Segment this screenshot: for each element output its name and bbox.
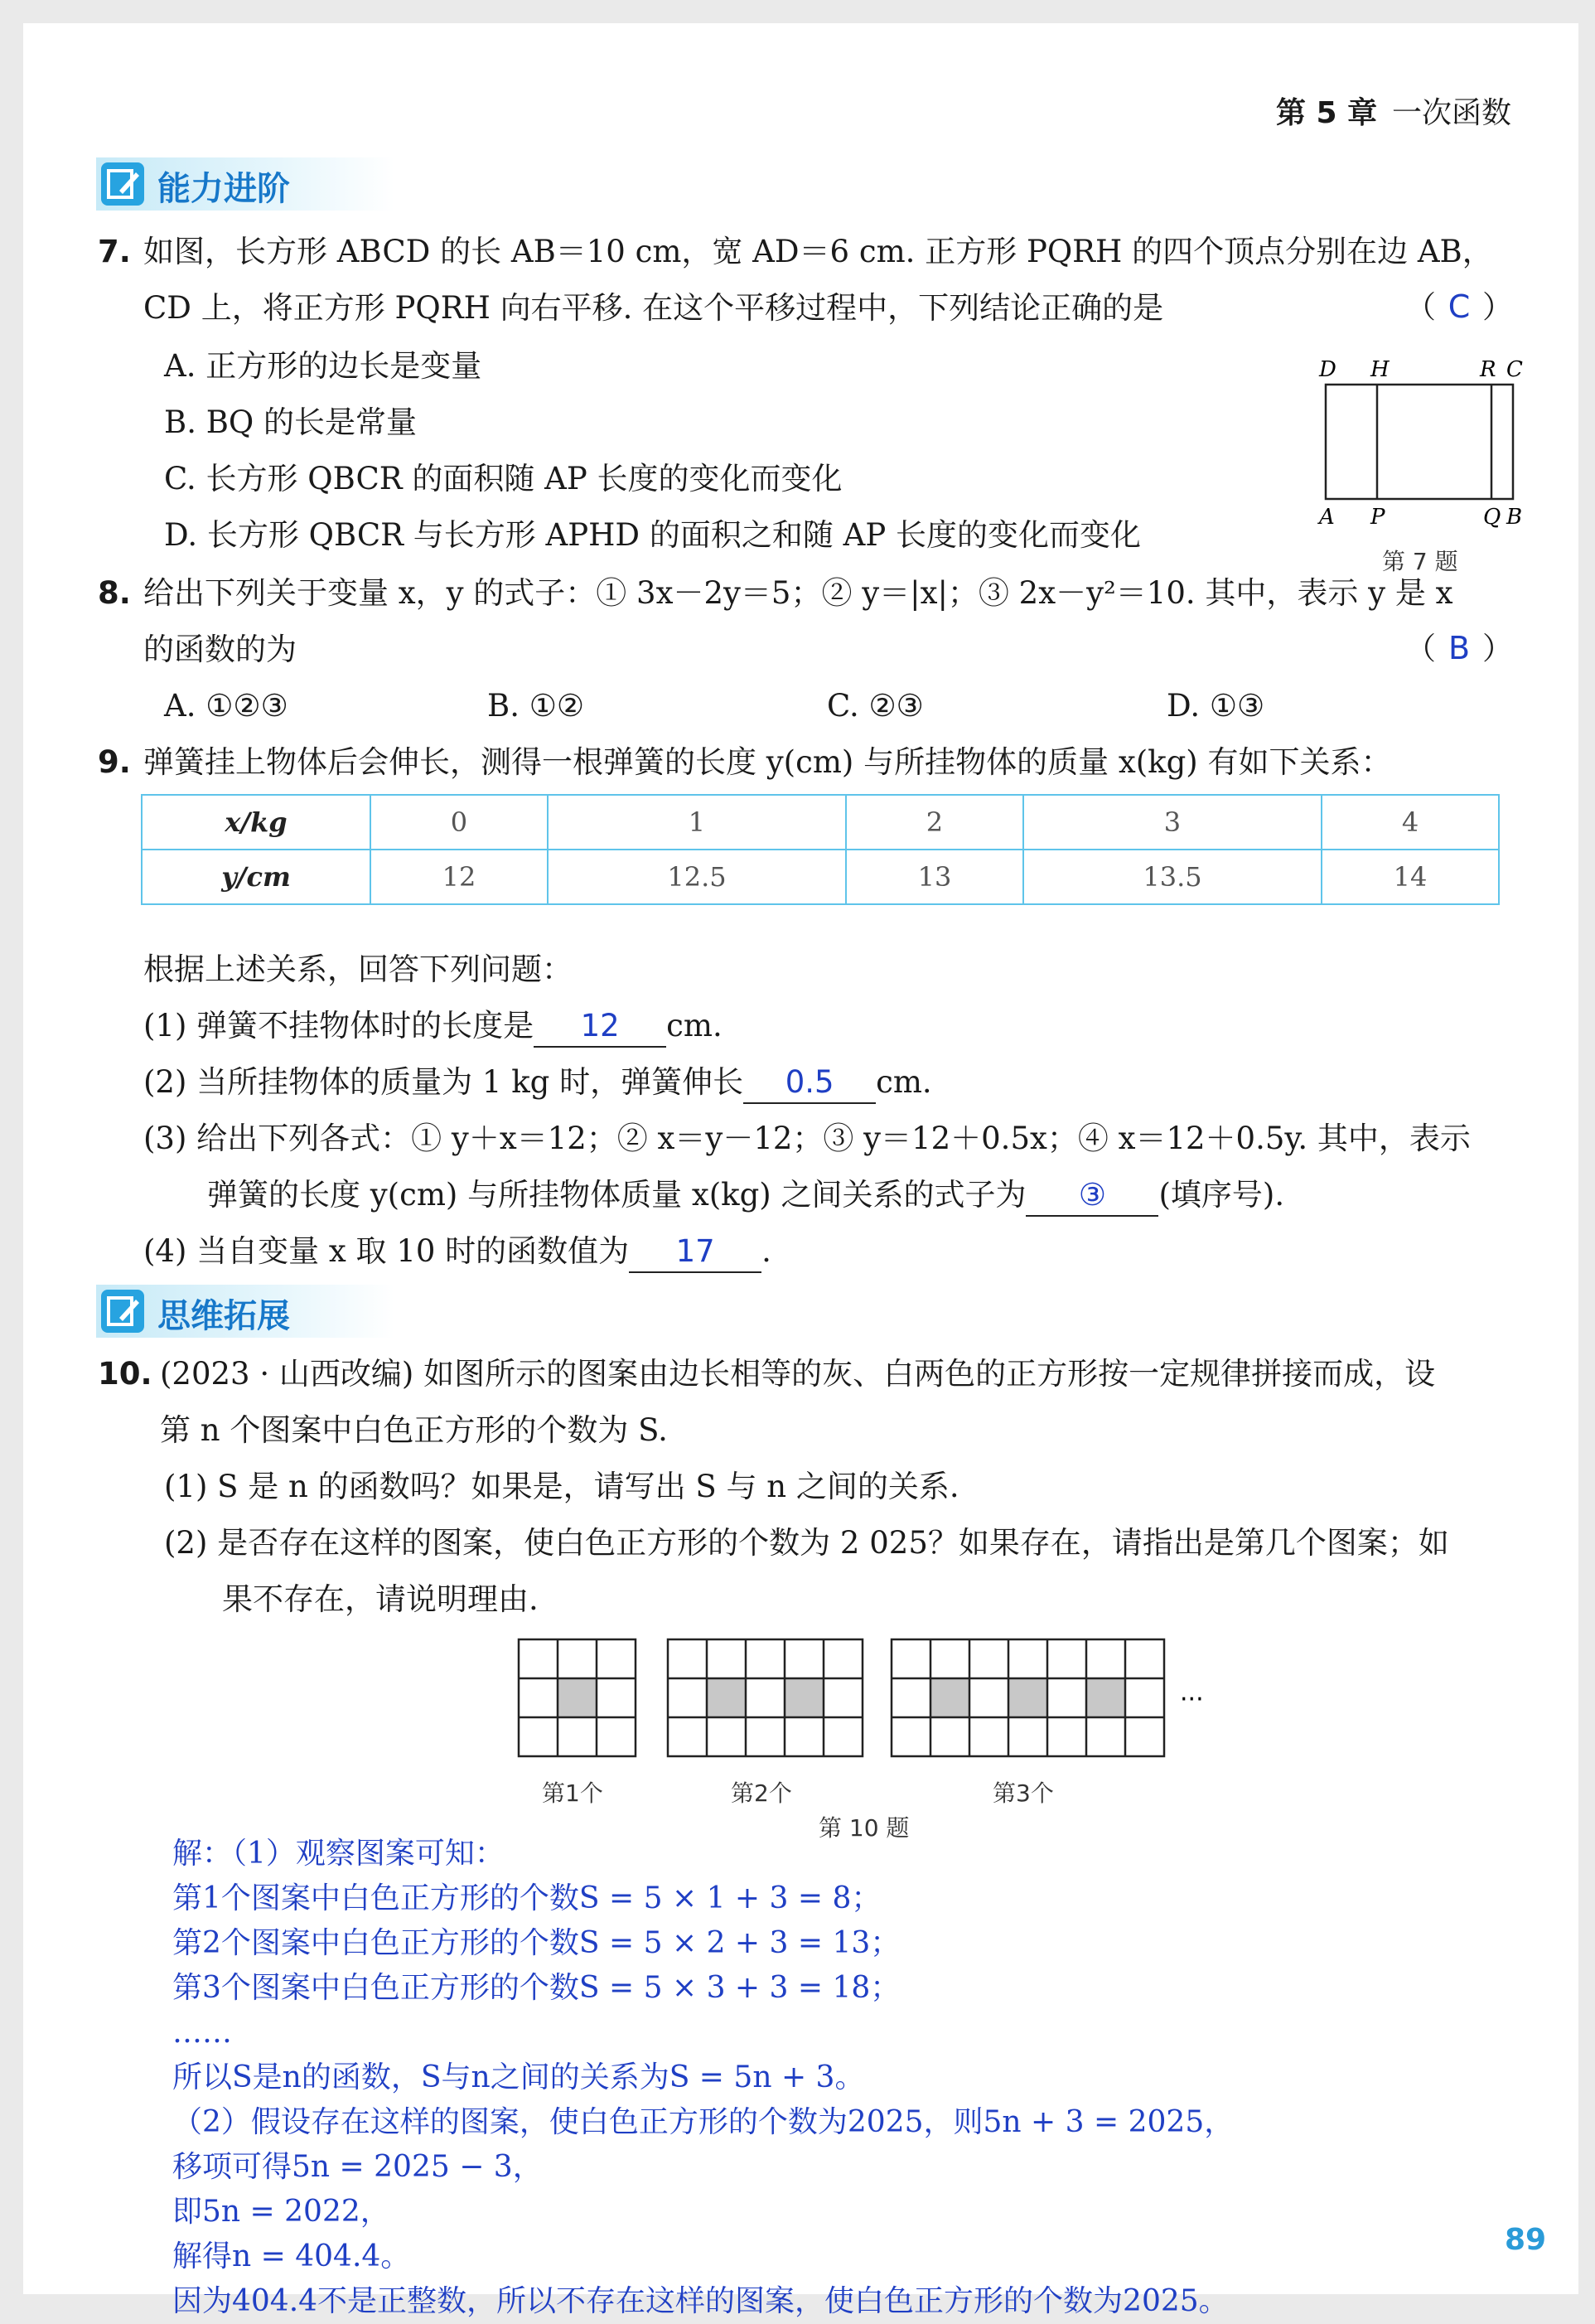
table-cell: 12 — [370, 850, 548, 904]
pencil-icon — [101, 1290, 144, 1333]
solution-line: 第3个图案中白色正方形的个数S = 5 × 3 + 3 = 18； — [172, 1971, 901, 2005]
q9-part1: (1) 弹簧不挂物体时的长度是 12 cm. — [143, 1006, 723, 1048]
q9-part2-answer: 0.5 — [785, 1064, 834, 1100]
label-c: C — [1506, 357, 1523, 382]
q7-line2: CD 上，将正方形 PQRH 向右平移. 在这个平移过程中，下列结论正确的是 — [143, 290, 1164, 326]
q10-number: 10. — [98, 1356, 152, 1392]
pencil-icon — [101, 162, 144, 206]
table-cell: 13 — [846, 850, 1023, 904]
q7-rectangle-diagram — [1299, 341, 1548, 540]
q7-figure — [1299, 341, 1548, 582]
q9-part4: (4) 当自变量 x 取 10 时的函数值为 17 . — [143, 1232, 771, 1273]
q9-part1-answer: 12 — [580, 1008, 620, 1043]
section-thinking — [96, 1285, 394, 1338]
solution-line: 因为404.4不是正整数，所以不存在这样的图案，使白色正方形的个数为2025。 — [172, 2284, 1229, 2318]
pattern-2 — [668, 1639, 863, 1756]
solution-block — [172, 1832, 1234, 2324]
chapter-label: 第 5 章 — [1276, 96, 1378, 130]
table-cell: 14 — [1322, 850, 1499, 904]
label-b: B — [1506, 505, 1523, 530]
table-cell: 4 — [1322, 795, 1499, 850]
q8-answer-paren: （ B ） — [1405, 630, 1513, 666]
label-q: Q — [1483, 505, 1501, 530]
table-cell: 2 — [846, 795, 1023, 850]
q9-part4-answer: 17 — [675, 1233, 715, 1269]
q9-part3-answer: ③ — [1078, 1177, 1107, 1213]
q7-option-d: D. 长方形 QBCR 与长方形 APHD 的面积之和随 AP 长度的变化而变化 — [164, 517, 1141, 553]
section-title: 能力进阶 — [157, 170, 290, 208]
q7-answer-paren: （ C ） — [1405, 288, 1513, 325]
pattern-3-label: 第3个 — [993, 1779, 1054, 1807]
q10-part2-line1: (2) 是否存在这样的图案，使白色正方形的个数为 2 025？如果存在，请指出是第几个图案；如 — [164, 1525, 1449, 1561]
q7-option-c: C. 长方形 QBCR 的面积随 AP 长度的变化而变化 — [164, 461, 843, 496]
q10-figure-caption: 第 10 题 — [819, 1814, 910, 1842]
table-row — [142, 795, 1499, 850]
section-ability — [96, 157, 394, 211]
page-number: 89 — [1505, 2223, 1547, 2257]
solution-line: （2）假设存在这样的图案，使白色正方形的个数为2025，则5n + 3 = 2025， — [172, 2105, 1235, 2139]
q7-line1: 如图，长方形 ABCD 的长 AB＝10 cm，宽 AD＝6 cm. 正方形 PQRH 的四个顶点分别在边 AB， — [143, 234, 1493, 269]
q10-figure — [487, 1621, 1233, 1842]
q8-line1: 给出下列关于变量 x，y 的式子：① 3x－2y＝5；② y＝|x|；③ 2x－y²＝10. 其中，表示 y 是 x — [143, 575, 1453, 611]
pattern-1-label: 第1个 — [542, 1779, 603, 1807]
solution-line: 所以S是n的函数，S与n之间的关系为S = 5n + 3。 — [172, 2060, 865, 2094]
q9-number: 9. — [98, 744, 131, 780]
table-cell: 12.5 — [548, 850, 846, 904]
table-cell: 1 — [548, 795, 846, 850]
page — [23, 23, 1578, 2318]
q7-answer: C — [1448, 288, 1471, 325]
pattern-ellipsis: ··· — [1180, 1685, 1204, 1714]
q8-option-d: D. ①③ — [1167, 688, 1265, 724]
q9-intro: 根据上述关系，回答下列问题： — [143, 951, 573, 987]
q7-option-a: A. 正方形的边长是变量 — [164, 348, 482, 384]
table-header-x: x/kg — [142, 795, 370, 850]
label-p: P — [1370, 505, 1385, 530]
q9-line1: 弹簧挂上物体后会伸长，测得一根弹簧的长度 y(cm) 与所挂物体的质量 x(kg) 有如下关系： — [143, 744, 1392, 780]
table-cell: 3 — [1023, 795, 1322, 850]
solution-line: 解得n = 404.4。 — [172, 2239, 411, 2273]
label-d: D — [1319, 357, 1336, 382]
label-h: H — [1370, 357, 1390, 382]
solution-line: 移项可得5n = 2025 − 3， — [172, 2150, 543, 2184]
q7-number: 7. — [98, 234, 131, 269]
q8-answer: B — [1448, 630, 1471, 666]
label-r: R — [1480, 357, 1496, 382]
q7-option-b: B. BQ 的长是常量 — [164, 404, 417, 440]
q7-figure-caption: 第 7 题 — [1382, 548, 1458, 575]
label-a: A — [1319, 505, 1335, 530]
q10-part2-line2: 果不存在，请说明理由. — [222, 1581, 539, 1617]
q9-data-table — [141, 794, 1500, 905]
chapter-title: 一次函数 — [1392, 96, 1512, 130]
q8-number: 8. — [98, 575, 131, 611]
table-cell: 0 — [370, 795, 548, 850]
q10-line2: 第 n 个图案中白色正方形的个数为 S. — [160, 1412, 668, 1448]
q10-pattern-grids — [487, 1621, 1233, 1770]
solution-line: 解：（1）观察图案可知： — [172, 1837, 505, 1871]
q10-part1: (1) S 是 n 的函数吗？如果是，请写出 S 与 n 之间的关系. — [164, 1469, 959, 1504]
table-header-y: y/cm — [142, 850, 370, 904]
section-title: 思维拓展 — [157, 1297, 290, 1335]
table-cell: 13.5 — [1023, 850, 1322, 904]
q8-option-a: A. ①②③ — [164, 688, 288, 724]
q8-option-c: C. ②③ — [827, 688, 924, 724]
pattern-2-label: 第2个 — [731, 1779, 792, 1807]
pattern-1 — [519, 1639, 636, 1756]
q9-part3-line1: (3) 给出下列各式：① y＋x＝12；② x＝y－12；③ y＝12＋0.5x；④ x＝12＋0.5y. 其中，表示 — [143, 1121, 1471, 1156]
solution-line: 第1个图案中白色正方形的个数S = 5 × 1 + 3 = 8； — [172, 1881, 882, 1915]
table-row — [142, 850, 1499, 904]
q9-part3-line2: 弹簧的长度 y(cm) 与所挂物体质量 x(kg) 之间关系的式子为 ③ (填序号). — [207, 1175, 1284, 1217]
solution-line: …… — [172, 2016, 232, 2050]
q10-line1: (2023 · 山西改编) 如图所示的图案由边长相等的灰、白两色的正方形按一定规律拼接而成，设 — [160, 1356, 1436, 1392]
pattern-3 — [892, 1639, 1164, 1756]
solution-line: 即5n = 2022， — [172, 2195, 390, 2229]
solution-line: 第2个图案中白色正方形的个数S = 5 × 2 + 3 = 13； — [172, 1926, 901, 1960]
q9-part2: (2) 当所挂物体的质量为 1 kg 时，弹簧伸长 0.5 cm. — [143, 1063, 932, 1104]
q8-option-b: B. ①② — [487, 688, 585, 724]
q8-line2: 的函数的为 — [143, 632, 297, 667]
